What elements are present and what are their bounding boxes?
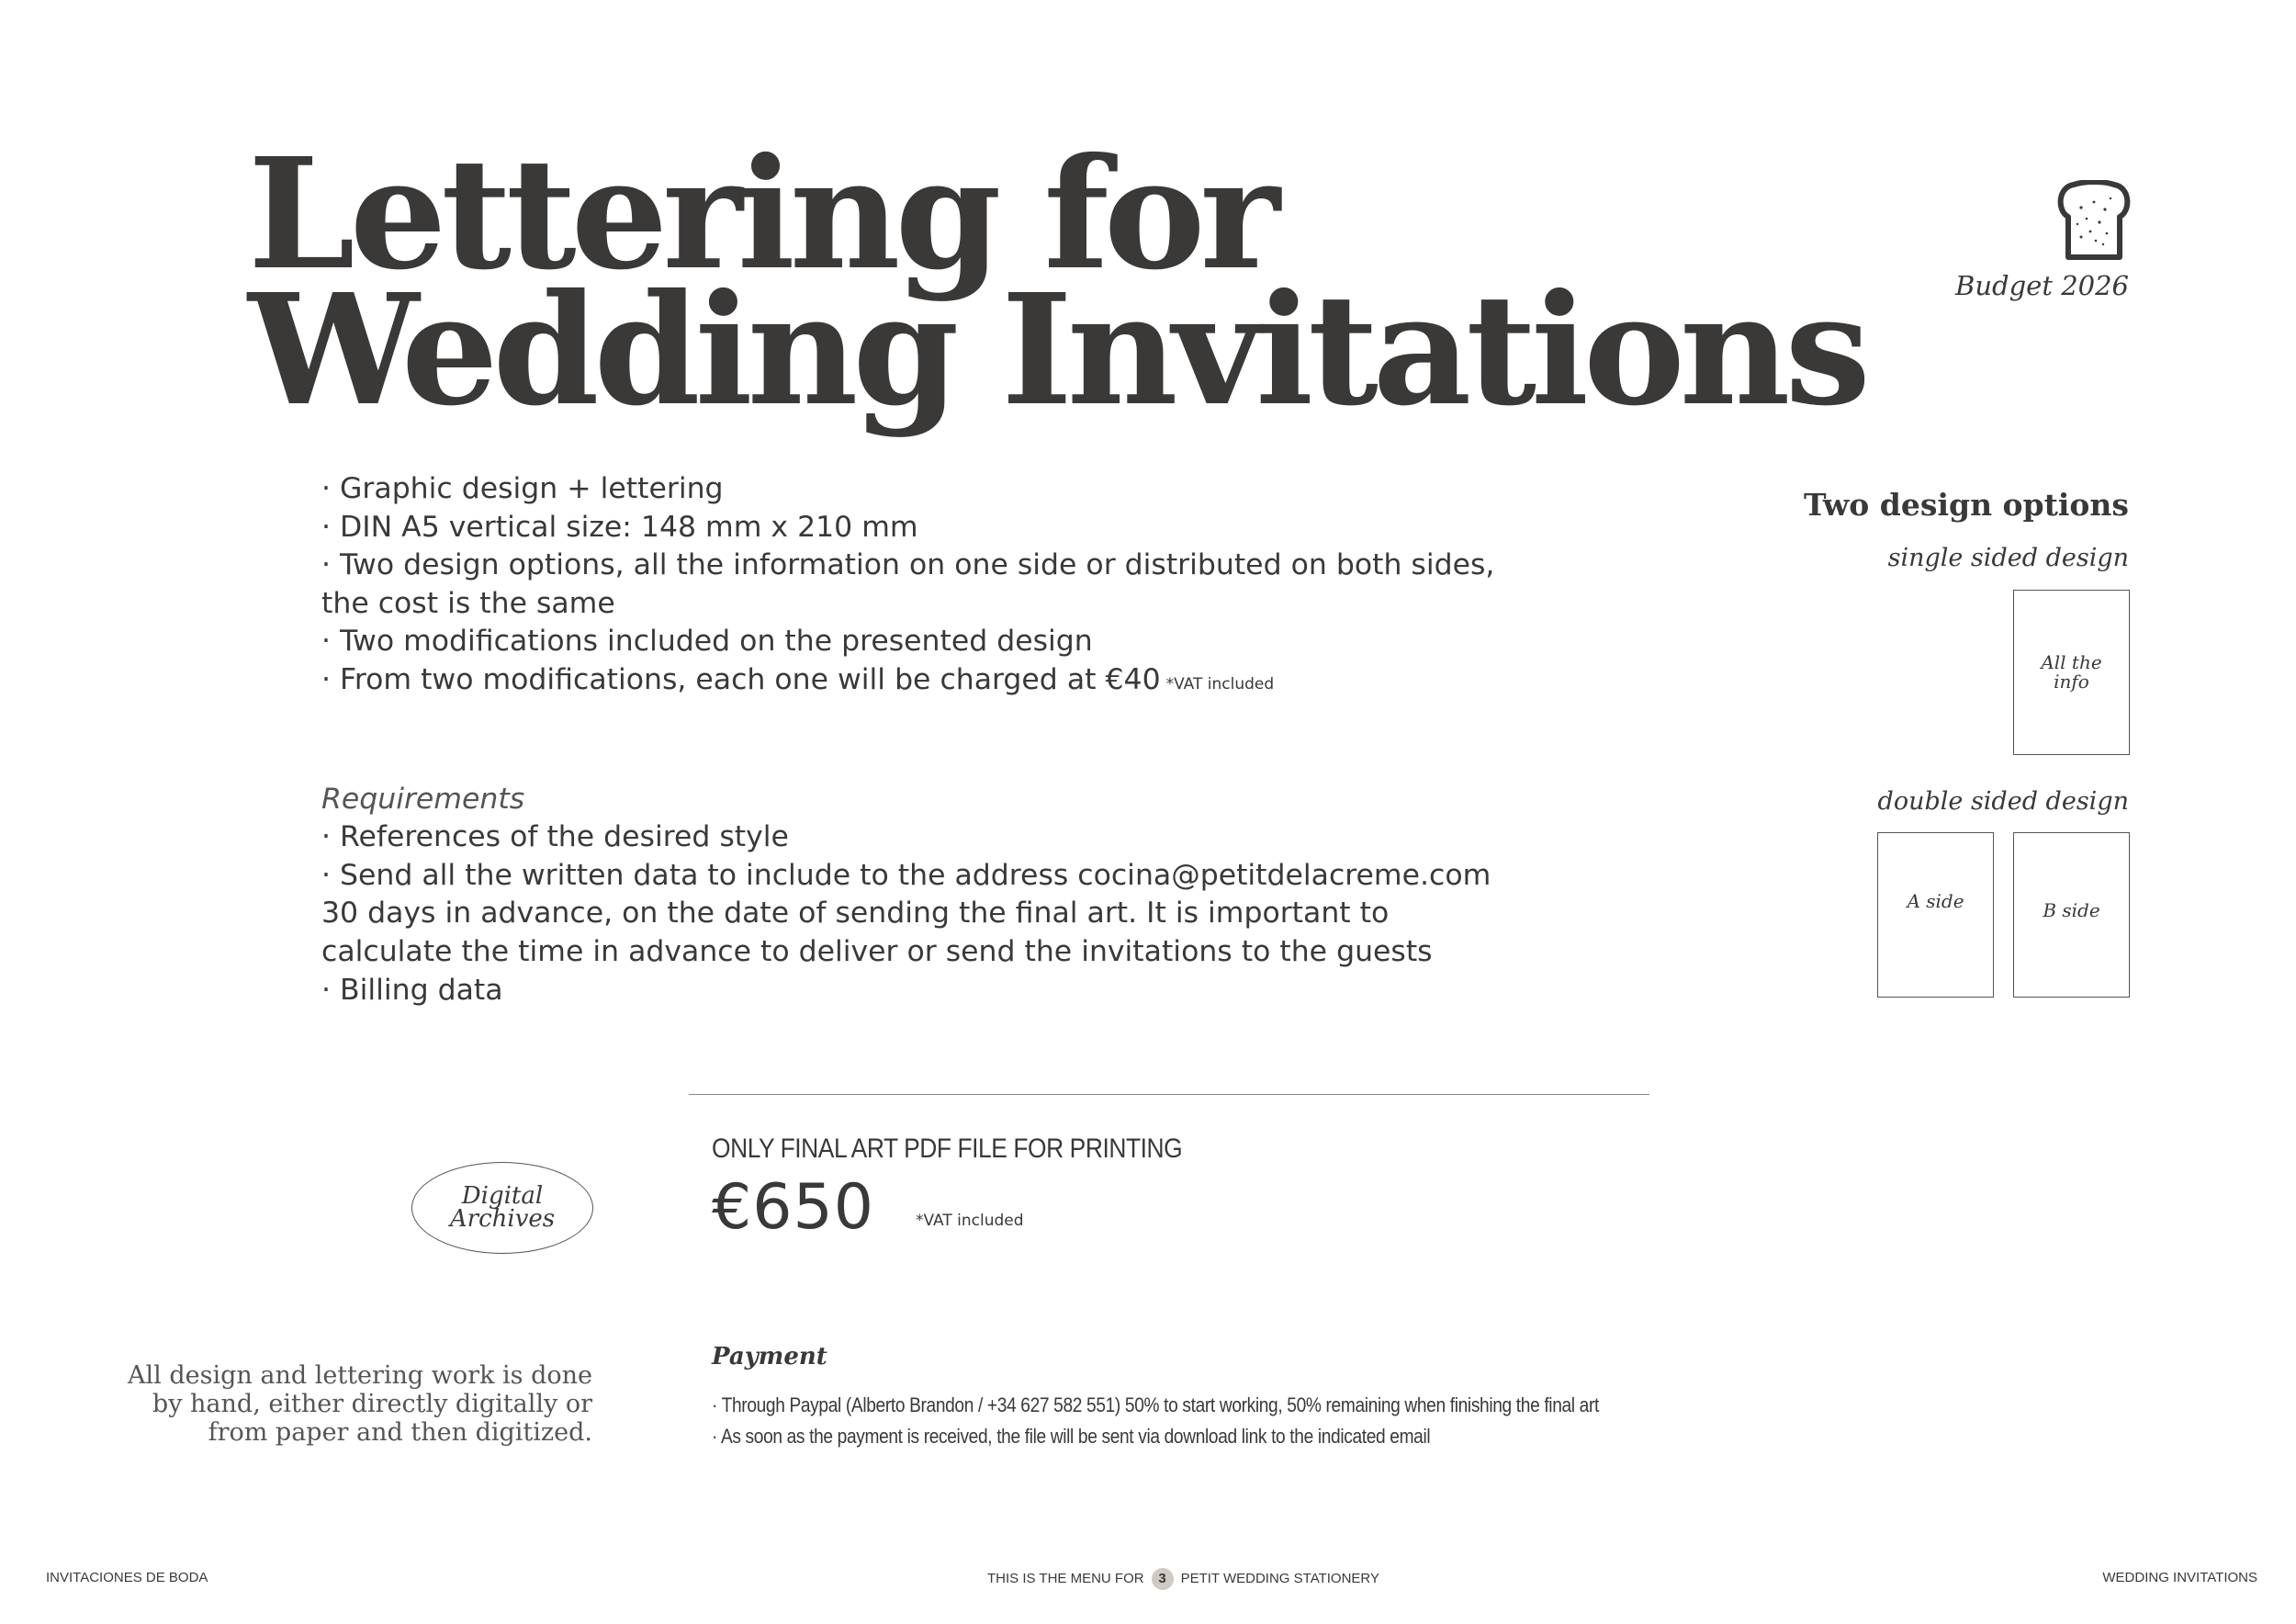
handmade-note bbox=[78, 1361, 592, 1447]
payment-line: · Through Paypal (Alberto Brandon / +34 627 582 551) 50% to start working, 50% remaining when finishing the final art bbox=[712, 1393, 1599, 1416]
badge-text: Digital bbox=[461, 1182, 544, 1210]
detail-line: · From two modifications, each one will be charged at €40 bbox=[321, 662, 1161, 696]
title-line-1: Lettering for bbox=[248, 125, 1275, 304]
design-options-title: Two design options bbox=[1803, 487, 2129, 523]
payment-heading: Payment bbox=[712, 1343, 827, 1370]
detail-line: the cost is the same bbox=[321, 586, 615, 620]
detail-line-pricing bbox=[321, 661, 1534, 705]
requirement-line: · Billing data bbox=[321, 973, 503, 1007]
service-details bbox=[321, 470, 1534, 1009]
single-sided-label: single sided design bbox=[1887, 544, 2129, 572]
requirement-line: 30 days in advance, on the date of sending the final art. It is important to bbox=[321, 897, 1390, 930]
price: €650 bbox=[712, 1171, 875, 1244]
requirement-line: · Send all the written data to include to the address cocina@petitdelacreme.com bbox=[321, 858, 1491, 892]
vat-note: *VAT included bbox=[1165, 674, 1275, 694]
detail-line: · DIN A5 vertical size: 148 mm x 210 mm bbox=[321, 510, 918, 544]
side-b-label: B side bbox=[2043, 899, 2100, 921]
badge-text: Archives bbox=[449, 1205, 556, 1233]
note-line: by hand, either directly digitally or bbox=[152, 1390, 592, 1418]
product-label: ONLY FINAL ART PDF FILE FOR PRINTING bbox=[712, 1133, 1183, 1164]
side-b-diagram bbox=[2013, 832, 2130, 998]
page-title bbox=[248, 125, 1865, 440]
note-line: All design and lettering work is done bbox=[128, 1361, 592, 1390]
bread-toast-icon bbox=[2054, 180, 2134, 261]
footer-left: INVITACIONES DE BODA bbox=[46, 1570, 208, 1585]
footer-center bbox=[987, 1568, 1379, 1590]
detail-line: · Two design options, all the information on one side or distributed on both sides, bbox=[321, 548, 1495, 582]
requirement-line: · References of the desired style bbox=[321, 820, 789, 854]
note-line: from paper and then digitized. bbox=[208, 1418, 592, 1447]
single-sided-diagram bbox=[2013, 590, 2130, 755]
requirement-line: calculate the time in advance to deliver or send the invitations to the guests bbox=[321, 934, 1433, 968]
footer-center-suffix: PETIT WEDDING STATIONERY bbox=[1180, 1570, 1379, 1586]
single-box-text: All the bbox=[2041, 651, 2102, 673]
brand-number-badge: 3 bbox=[1152, 1568, 1174, 1590]
detail-line: · Two modifications included on the presented design bbox=[321, 625, 1093, 659]
price-vat-note: *VAT included bbox=[916, 1212, 1024, 1230]
requirements-heading: Requirements bbox=[321, 782, 525, 816]
side-a-diagram bbox=[1877, 832, 1994, 998]
detail-line: · Graphic design + lettering bbox=[321, 472, 724, 505]
side-a-label: A side bbox=[1907, 890, 1964, 912]
title-line-2: Wedding Invitations bbox=[248, 261, 1865, 440]
footer-right: WEDDING INVITATIONS bbox=[2102, 1570, 2257, 1585]
footer-center-prefix: THIS IS THE MENU FOR bbox=[987, 1570, 1144, 1586]
single-box-text: info bbox=[2054, 671, 2089, 693]
budget-year: Budget 2026 bbox=[1955, 270, 2129, 301]
digital-archives-badge bbox=[411, 1162, 593, 1254]
double-sided-label: double sided design bbox=[1877, 787, 2129, 816]
payment-line: · As soon as the payment is received, the file will be sent via download link to the indicated email bbox=[712, 1425, 1431, 1448]
section-divider bbox=[689, 1094, 1649, 1095]
